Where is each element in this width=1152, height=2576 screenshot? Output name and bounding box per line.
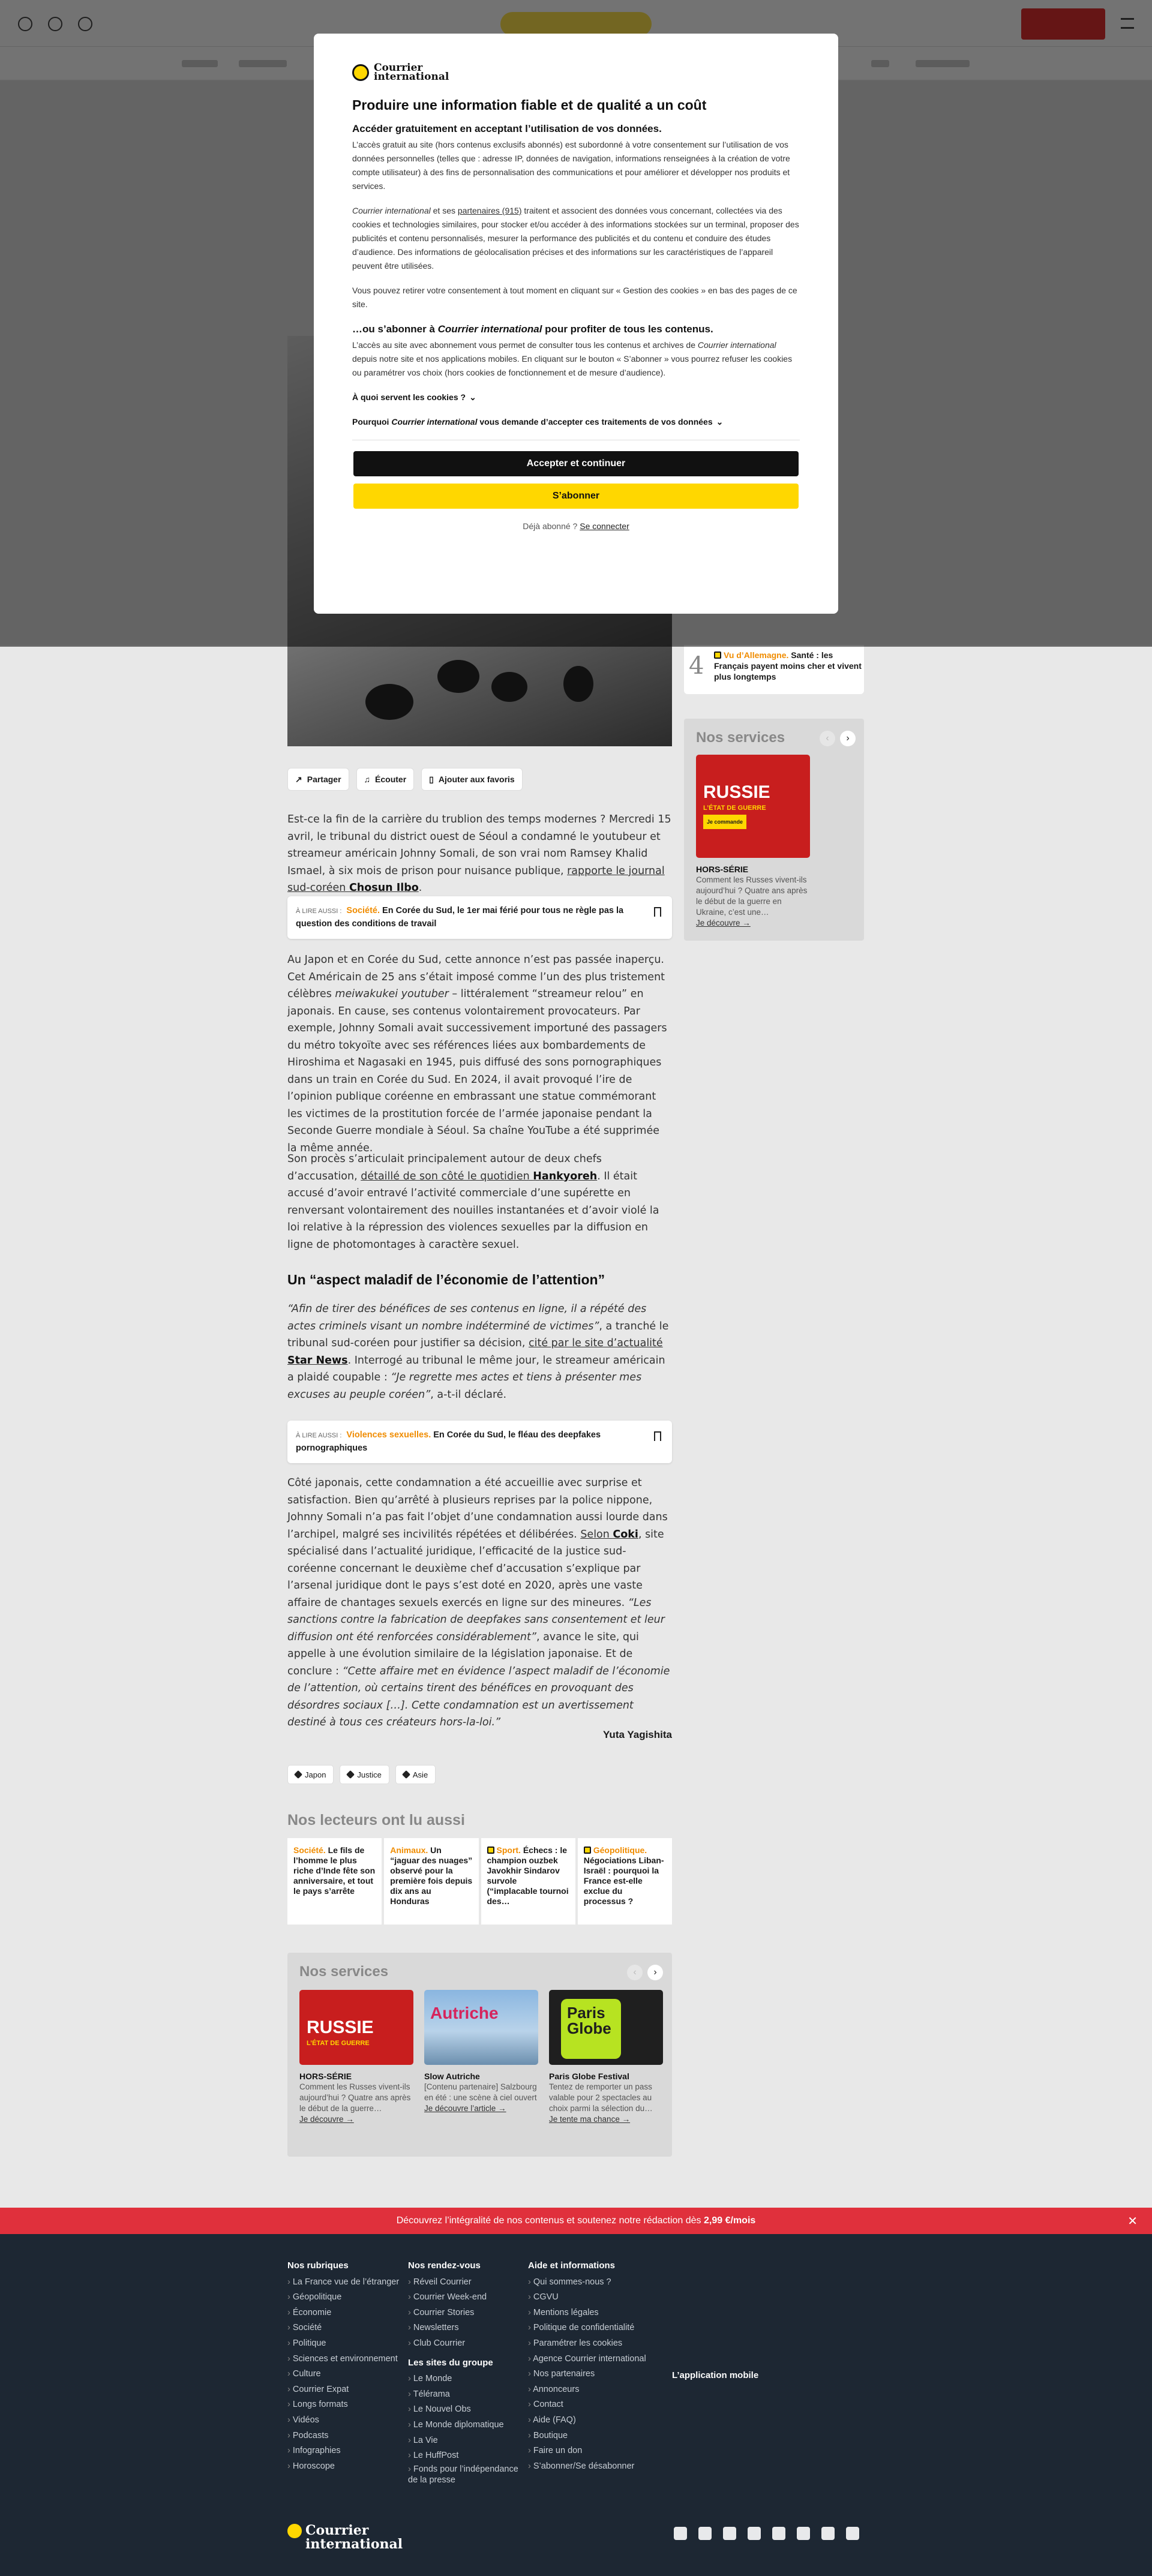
youtube-icon[interactable] <box>723 2527 736 2540</box>
article-tags <box>287 1765 436 1784</box>
source-link[interactable]: cité par le site d’actualité Star News <box>287 1337 663 1367</box>
side-service-link[interactable]: Je découvre → <box>696 918 751 927</box>
consent-modal: Courrier international Produire une information fiable et de qualité a un coût Accéder gratuitement en acceptant l’utilisation de vos données. L’accès gratuit au site (hors contenus exclusifs abonnés) est subordonné à votre consentement sur l’utilisation de vos données personnelles (telles que : adresse IP, données de navigation, informations renseignées à la création de votre compte utilisateur) à des fins de personnalisation des communications et pour améliorer et développer nos produits et services. Courrier international et ses partenaires (915) traitent et associent des données vous concernant, collectées via des cookies et technologies similaires, pour stocker et/ou accéder à des informations stockées sur un terminal, proposer des publicités et contenu personnalisés, mesurer la performance des publicités et du contenu et conduire des études d’audience. Des informations de géolocalisation précises et des informations sur les caractéristiques de l’appareil peuvent être utilisées. Vous pouvez retirer votre consentement à tout moment en cliquant sur « Gestion des cookies » en bas des pages de ce site. …ou s’abonner à Courrier international pour profiter de tous les contenus. L’accès au site avec abonnement vous permet de consulter tous les contenus et archives de Courrier international depuis notre site et nos applications mobiles. En cliquant sur le bouton « S’abonner » vous pourrez refuser les cookies ou paramétrer vos choix (hors cookies de fonctionnement et de mesure d’audience). À quoi servent les cookies ? ⌄ Pourquoi Courrier international vous demande d’accepter ces traitements de vos données ⌄ Accepter et continuer S’abonner Déjà abonné ? Se connecter <box>314 34 838 614</box>
article-actions <box>287 768 523 791</box>
side-services <box>684 719 864 941</box>
prev-arrow-icon[interactable]: ‹ <box>627 1965 643 1980</box>
trending-item-4[interactable] <box>684 645 864 694</box>
services-section <box>287 1953 672 2157</box>
article-paragraph-3: Son procès s’articulait principalement autour de deux chefs d’accusation, détaillé de son côté le quotidien Hankyoreh. Il était accusé d’avoir entravé l’activité commerciale d’une supérette en renversant volontairement des nouilles instantanées et d’avoir violé la loi relative à la répression des violences sexuelles par la diffusion en ligne de photomontages à caractère sexuel. <box>287 1153 659 1251</box>
article-paragraph-2: Au Japon et en Corée du Sud, cette annonce n’est pas passée inaperçu. Cet Américain de 25 ans s’était imposé comme l’un des plus tristement célèbres meiwakukei youtuber – littéralement “streameur relou” en japonais. En cause, ses contenus volontairement provocateurs. Par exemple, Johnny Somali avait successivement importuné des passagers du métro tokyoïte avec ses références liées aux bombardements de Hiroshima et Nagasaki en 1945, puis diffusé des sons pornographiques dans un train en Corée du Sud. En 2024, il avait provoqué l’ire de l’opinion publique coréenne en embrassant une statue commémorant les victimes de la prostitution forcée de l’armée japonaise pendant la Seconde Guerre mondiale à Séoul. Sa chaîne YouTube a été supprimée la même année. <box>287 954 667 1154</box>
footer-rubriques: Nos rubriques › La France vue de l’étranger › Géopolitique › Économie › Société › Politique › Sciences et environnement › Culture › Courrier Expat › Longs formats › Vidéos › Podcasts › Infographies › Horoscope <box>287 2258 399 2474</box>
site-footer <box>0 2234 1152 2576</box>
globe-icon <box>352 64 369 81</box>
subscribe-banner[interactable]: Découvrez l’intégralité de nos contenus et soutenez notre rédaction dès 2,99 €/mois ✕ <box>0 2208 1152 2234</box>
bookmark-icon: ▯ <box>429 774 434 784</box>
tag[interactable]: Japon <box>287 1765 334 1784</box>
login-link[interactable]: Se connecter <box>580 521 629 531</box>
footer-logo[interactable]: Courrier international <box>287 2524 403 2550</box>
bluesky-icon[interactable] <box>698 2527 712 2540</box>
partners-link[interactable]: partenaires (915) <box>457 206 522 215</box>
social-links <box>674 2527 859 2540</box>
facebook-icon[interactable] <box>674 2527 687 2540</box>
bookmark-icon[interactable] <box>654 1431 661 1441</box>
whatsapp-icon[interactable] <box>797 2527 810 2540</box>
article-subheading: Un “aspect maladif de l’économie de l’attention” <box>287 1272 605 1287</box>
instagram-icon[interactable] <box>748 2527 761 2540</box>
trending-number: 4 <box>689 652 704 680</box>
side-services-title: Nos services <box>696 729 785 746</box>
mobile-app-link[interactable]: L’application mobile <box>672 2370 759 2380</box>
tag-icon <box>294 1770 302 1779</box>
favorite-button[interactable]: ▯ Ajouter aux favoris <box>421 768 523 791</box>
lock-icon <box>714 651 721 659</box>
next-arrow-icon[interactable]: › <box>647 1965 663 1980</box>
modal-logo: Courrier international <box>352 64 800 82</box>
cookies-accordion[interactable]: À quoi servent les cookies ? ⌄ <box>352 391 800 404</box>
trending-category: Vu d’Allemagne. <box>724 650 789 660</box>
readers-list <box>287 1838 672 1925</box>
service-item[interactable]: Autriche Slow Autriche [Contenu partenaire] Salzbourg en été : une scène à ciel ouvert Je découvre l’article → <box>424 1990 538 2114</box>
linkedin-icon[interactable] <box>821 2527 835 2540</box>
service-item[interactable]: Paris Globe Paris Globe Festival Tentez de remporter un pass valable pour 2 spectacles au choix parmi la sélection du… Je tente ma chance → <box>549 1990 663 2125</box>
footer-aide: Aide et informations › Qui sommes-nous ? › CGVU › Mentions légales › Politique de confidentialité › Paramétrer les cookies › Agence Courrier international › Nos partenaires › Annonceurs › Contact › Aide (FAQ) › Boutique › Faire un don › S’abonner/Se désabonner <box>528 2258 646 2474</box>
share-button[interactable]: ↗ Partager <box>287 768 349 791</box>
read-also-card[interactable]: À LIRE AUSSI : Violences sexuelles. En Corée du Sud, le fléau des deepfakes pornographiques <box>287 1421 672 1463</box>
tiktok-icon[interactable] <box>772 2527 785 2540</box>
bookmark-icon[interactable] <box>654 907 661 917</box>
lock-icon <box>584 1847 591 1854</box>
tag[interactable]: Asie <box>395 1765 436 1784</box>
why-accordion[interactable]: Pourquoi Courrier international vous demande d’accepter ces traitements de vos données ⌄ <box>352 415 800 429</box>
subscribe-button[interactable]: S’abonner <box>353 484 799 509</box>
tag[interactable]: Justice <box>340 1765 389 1784</box>
close-icon[interactable]: ✕ <box>1127 2215 1138 2228</box>
prev-arrow-icon[interactable]: ‹ <box>820 731 835 746</box>
reader-card[interactable]: Sport. Échecs : le champion ouzbek Javokhir Sindarov survole (“implacable tournoi des… <box>481 1838 575 1925</box>
listen-button[interactable]: ♫ Écouter <box>356 768 415 791</box>
tag-icon <box>402 1770 410 1779</box>
share-icon: ↗ <box>295 774 302 784</box>
services-title: Nos services <box>299 1963 389 1980</box>
rss-icon[interactable] <box>846 2527 859 2540</box>
russie-cover: RUSSIE L’ÉTAT DE GUERRE Je commande <box>696 755 810 858</box>
lock-icon <box>487 1847 494 1854</box>
service-item[interactable]: RUSSIE L’ÉTAT DE GUERRE HORS-SÉRIE Comment les Russes vivent-ils aujourd’hui ? Quatre ans après le début de la guerre… Je découvre → <box>299 1990 413 2125</box>
article-paragraph-5: Côté japonais, cette condamnation a été accueillie avec surprise et satisfaction. Bien qu’arrêté à plusieurs reprises par la police nippone, Johnny Somali n’a pas fait l’objet d’une condamnation aussi lourde dans l’archipel, malgré ses incivilités répétées et délibérées. Selon Coki, site spécialisé dans l’actualité juridique, l’efficacité de la justice sud-coréenne concernant le deuxième chef d’accusation s’explique par l’arsenal juridique dont le pays s’est doté en 2020, après une vaste affaire de chantages sexuels exercés en ligne sur des mineures. “Les sanctions contre la fabrication de deepfakes sans consentement et leur diffusion ont été renforcées considérablement”, avance le site, qui appelle à une évolution similaire de la législation japonaise. Et de conclure : “Cette affaire met en évidence l’aspect maladif de l’économie de l’attention, où certains tirent des bénéfices en provoquant des désordres sociaux […]. Cette condamnation est un avertissement destiné à tous ces créateurs hors-la-loi.” <box>287 1477 670 1728</box>
reader-card[interactable]: Animaux. Un “jaguar des nuages” observé pour la première fois depuis dix ans au Honduras <box>384 1838 478 1925</box>
tag-icon <box>346 1770 355 1779</box>
accept-button[interactable]: Accepter et continuer <box>353 451 799 476</box>
next-arrow-icon[interactable]: › <box>840 731 856 746</box>
source-link[interactable]: rapporte le journal sud-coréen Chosun Ilbo <box>287 864 665 894</box>
side-service-item[interactable]: RUSSIE L’ÉTAT DE GUERRE Je commande HORS-SÉRIE Comment les Russes vivent-ils aujourd’hui ? Quatre ans après le début de la guerre en Ukraine, c’est une… Je découvre → <box>696 755 810 929</box>
readers-title: Nos lecteurs ont lu aussi <box>287 1812 465 1829</box>
chevron-down-icon: ⌄ <box>716 417 724 427</box>
reader-card[interactable]: Société. Le fils de l’homme le plus riche d’Inde fête son anniversaire, et tout le pays s’arrête <box>287 1838 382 1925</box>
chevron-down-icon: ⌄ <box>469 392 476 402</box>
reader-card[interactable]: Géopolitique. Négociations Liban-Israël : pourquoi la France est-elle exclue du processus ? <box>578 1838 672 1925</box>
article-author: Yuta Yagishita <box>603 1729 672 1740</box>
read-also-card[interactable]: À LIRE AUSSI : Société. En Corée du Sud, le 1er mai férié pour tous ne règle pas la question des conditions de travail <box>287 896 672 939</box>
article-paragraph-1: Est-ce la fin de la carrière du trublion des temps modernes ? Mercredi 15 avril, le tribunal du district ouest de Séoul a condamné le youtubeur et streameur américain Johnny Somali, de son vrai nom Ramsey Khalid Ismael, à six mois de prison pour nuisance publique, rapporte le journal sud-coréen Chosun Ilbo. <box>287 813 671 894</box>
article-paragraph-4: “Afin de tirer des bénéfices de ses contenus en ligne, il a répété des actes criminels visant un nombre indéterminé de victimes”, a tranché le tribunal sud-coréen pour justifier sa décision, cité par le site d’actualité Star News. Interrogé au tribunal le même jour, le streameur américain a plaidé coupable : “Je regrette mes actes et tiens à présenter mes excuses au peuple coréen”, a-t-il déclaré. <box>287 1303 669 1401</box>
headphones-icon: ♫ <box>364 774 371 784</box>
trending-title: Santé : les Français payent moins cher et vivent plus longtemps <box>714 650 862 681</box>
modal-title: Produire une information fiable et de qualité a un coût <box>352 97 707 113</box>
source-link[interactable]: Selon Coki <box>580 1528 638 1541</box>
footer-rendezvous: Nos rendez-vous › Réveil Courrier › Courrier Week-end › Courrier Stories › Newsletters › Club Courrier Les sites du groupe › Le Monde › Télérama › Le Nouvel Obs › Le Monde diplomatique › La Vie › Le HuffPost › Fonds pour l’indépendance de la presse <box>408 2258 522 2485</box>
globe-icon <box>287 2524 302 2538</box>
source-link[interactable]: détaillé de son côté le quotidien Hankyoreh <box>361 1170 598 1182</box>
